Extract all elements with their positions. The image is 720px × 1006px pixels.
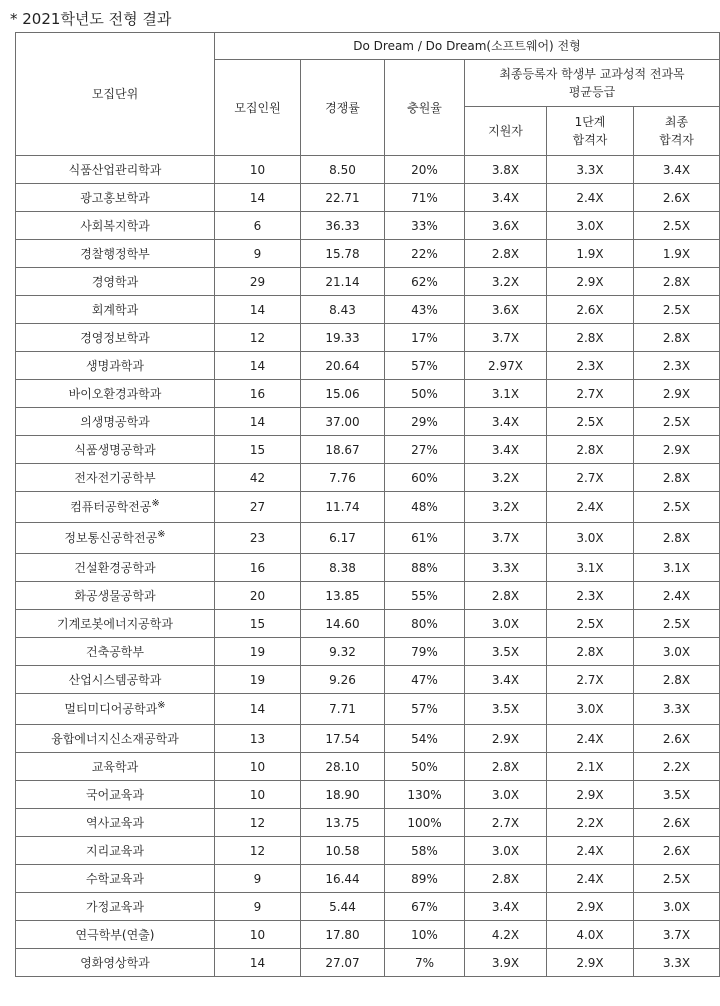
cell-applicant: 2.8X bbox=[465, 240, 547, 268]
header-fill: 충원율 bbox=[385, 60, 465, 156]
cell-final: 2.9X bbox=[634, 436, 720, 464]
cell-quota: 20 bbox=[215, 582, 301, 610]
cell-unit bbox=[16, 921, 215, 949]
cell-fill: 29% bbox=[385, 408, 465, 436]
cell-ratio: 20.64 bbox=[301, 352, 385, 380]
cell-quota: 15 bbox=[215, 610, 301, 638]
cell-final: 2.6X bbox=[634, 725, 720, 753]
cell-stage1: 3.3X bbox=[547, 156, 634, 184]
cell-stage1: 2.4X bbox=[547, 865, 634, 893]
cell-fill: 71% bbox=[385, 184, 465, 212]
cell-applicant: 3.8X bbox=[465, 156, 547, 184]
table-row bbox=[16, 380, 720, 408]
cell-quota: 14 bbox=[215, 949, 301, 977]
cell-unit bbox=[16, 837, 215, 865]
cell-unit bbox=[16, 725, 215, 753]
cell-stage1: 2.1X bbox=[547, 753, 634, 781]
table-row bbox=[16, 781, 720, 809]
cell-quota: 16 bbox=[215, 554, 301, 582]
cell-fill: 20% bbox=[385, 156, 465, 184]
unit-name: 건설환경공학과 bbox=[74, 560, 156, 575]
cell-unit bbox=[16, 268, 215, 296]
table-row bbox=[16, 809, 720, 837]
table-row bbox=[16, 949, 720, 977]
header-unit: 모집단위 bbox=[16, 33, 215, 156]
cell-unit bbox=[16, 352, 215, 380]
cell-unit bbox=[16, 184, 215, 212]
cell-ratio: 9.32 bbox=[301, 638, 385, 666]
cell-applicant: 3.0X bbox=[465, 837, 547, 865]
cell-fill: 17% bbox=[385, 324, 465, 352]
header-grade-group bbox=[465, 60, 720, 107]
cell-quota: 42 bbox=[215, 464, 301, 492]
cell-final: 3.4X bbox=[634, 156, 720, 184]
note-mark: ※ bbox=[151, 498, 160, 509]
cell-fill: 50% bbox=[385, 380, 465, 408]
cell-ratio: 13.85 bbox=[301, 582, 385, 610]
cell-quota: 16 bbox=[215, 380, 301, 408]
header-final bbox=[634, 107, 720, 156]
unit-name: 지리교육과 bbox=[86, 843, 144, 858]
cell-applicant: 4.2X bbox=[465, 921, 547, 949]
table-row bbox=[16, 554, 720, 582]
table-row bbox=[16, 296, 720, 324]
note-mark: ※ bbox=[157, 700, 166, 711]
cell-ratio: 15.06 bbox=[301, 380, 385, 408]
cell-applicant: 3.3X bbox=[465, 554, 547, 582]
cell-quota: 10 bbox=[215, 156, 301, 184]
unit-name: 산업시스템공학과 bbox=[68, 672, 162, 687]
cell-quota: 15 bbox=[215, 436, 301, 464]
cell-unit bbox=[16, 666, 215, 694]
cell-applicant: 3.4X bbox=[465, 893, 547, 921]
table-row bbox=[16, 268, 720, 296]
cell-fill: 22% bbox=[385, 240, 465, 268]
cell-stage1: 2.6X bbox=[547, 296, 634, 324]
cell-quota: 10 bbox=[215, 753, 301, 781]
unit-name: 컴퓨터공학전공 bbox=[70, 500, 152, 514]
cell-fill: 60% bbox=[385, 464, 465, 492]
cell-stage1: 2.9X bbox=[547, 781, 634, 809]
header-ratio: 경쟁률 bbox=[301, 60, 385, 156]
page-title: * 2021학년도 전형 결과 bbox=[10, 10, 172, 28]
cell-applicant: 3.5X bbox=[465, 638, 547, 666]
results-table bbox=[15, 32, 720, 977]
header-grade-group-line1: 최종등록자 학생부 교과성적 전과목 bbox=[499, 67, 685, 81]
cell-ratio: 27.07 bbox=[301, 949, 385, 977]
unit-name: 의생명공학과 bbox=[80, 414, 150, 429]
cell-quota: 19 bbox=[215, 666, 301, 694]
cell-stage1: 2.4X bbox=[547, 492, 634, 523]
table-row bbox=[16, 352, 720, 380]
cell-stage1: 2.4X bbox=[547, 184, 634, 212]
cell-applicant: 2.8X bbox=[465, 753, 547, 781]
cell-stage1: 2.4X bbox=[547, 837, 634, 865]
cell-stage1: 3.0X bbox=[547, 212, 634, 240]
cell-fill: 88% bbox=[385, 554, 465, 582]
table-row bbox=[16, 582, 720, 610]
cell-stage1: 2.8X bbox=[547, 436, 634, 464]
cell-applicant: 2.8X bbox=[465, 865, 547, 893]
cell-final: 3.1X bbox=[634, 554, 720, 582]
cell-unit bbox=[16, 865, 215, 893]
header-stage1-line1: 1단계 bbox=[574, 115, 606, 129]
cell-stage1: 2.7X bbox=[547, 464, 634, 492]
cell-unit bbox=[16, 156, 215, 184]
cell-final: 3.3X bbox=[634, 694, 720, 725]
unit-name: 멀티미디어공학과 bbox=[64, 702, 158, 716]
header-grade-group-line2: 평균등급 bbox=[568, 85, 616, 99]
cell-ratio: 14.60 bbox=[301, 610, 385, 638]
table-row bbox=[16, 464, 720, 492]
cell-fill: 43% bbox=[385, 296, 465, 324]
cell-quota: 14 bbox=[215, 184, 301, 212]
cell-final: 2.8X bbox=[634, 268, 720, 296]
cell-final: 2.8X bbox=[634, 666, 720, 694]
cell-final: 3.3X bbox=[634, 949, 720, 977]
cell-ratio: 16.44 bbox=[301, 865, 385, 893]
cell-applicant: 3.4X bbox=[465, 408, 547, 436]
cell-applicant: 3.9X bbox=[465, 949, 547, 977]
unit-name: 생명과학과 bbox=[86, 358, 144, 373]
unit-name: 영화영상학과 bbox=[80, 955, 150, 970]
table-body bbox=[16, 156, 720, 977]
cell-unit bbox=[16, 694, 215, 725]
cell-fill: 61% bbox=[385, 523, 465, 554]
table-row bbox=[16, 753, 720, 781]
cell-unit bbox=[16, 554, 215, 582]
cell-final: 2.9X bbox=[634, 380, 720, 408]
table-row bbox=[16, 523, 720, 554]
table-row bbox=[16, 610, 720, 638]
table-row bbox=[16, 638, 720, 666]
cell-stage1: 2.8X bbox=[547, 638, 634, 666]
unit-name: 역사교육과 bbox=[86, 815, 144, 830]
cell-ratio: 11.74 bbox=[301, 492, 385, 523]
unit-name: 경영정보학과 bbox=[80, 330, 150, 345]
cell-final: 2.2X bbox=[634, 753, 720, 781]
cell-ratio: 18.90 bbox=[301, 781, 385, 809]
unit-name: 바이오환경과학과 bbox=[68, 386, 162, 401]
cell-final: 2.5X bbox=[634, 212, 720, 240]
cell-final: 2.5X bbox=[634, 865, 720, 893]
cell-unit bbox=[16, 380, 215, 408]
cell-unit bbox=[16, 781, 215, 809]
cell-fill: 57% bbox=[385, 352, 465, 380]
table-row bbox=[16, 865, 720, 893]
cell-fill: 57% bbox=[385, 694, 465, 725]
header-final-line2: 합격자 bbox=[659, 133, 694, 147]
unit-name: 정보통신공학전공 bbox=[64, 531, 158, 545]
cell-applicant: 3.2X bbox=[465, 268, 547, 296]
cell-stage1: 2.5X bbox=[547, 610, 634, 638]
cell-final: 2.4X bbox=[634, 582, 720, 610]
cell-stage1: 2.9X bbox=[547, 268, 634, 296]
cell-stage1: 2.7X bbox=[547, 666, 634, 694]
cell-quota: 14 bbox=[215, 352, 301, 380]
cell-unit bbox=[16, 523, 215, 554]
cell-fill: 130% bbox=[385, 781, 465, 809]
cell-quota: 9 bbox=[215, 893, 301, 921]
cell-ratio: 28.10 bbox=[301, 753, 385, 781]
cell-final: 3.5X bbox=[634, 781, 720, 809]
table-row bbox=[16, 436, 720, 464]
unit-name: 식품산업관리학과 bbox=[68, 162, 162, 177]
cell-unit bbox=[16, 464, 215, 492]
cell-final: 3.0X bbox=[634, 638, 720, 666]
cell-quota: 10 bbox=[215, 921, 301, 949]
cell-quota: 13 bbox=[215, 725, 301, 753]
cell-final: 2.6X bbox=[634, 809, 720, 837]
unit-name: 경찰행정학부 bbox=[80, 246, 150, 261]
cell-quota: 9 bbox=[215, 240, 301, 268]
cell-ratio: 8.38 bbox=[301, 554, 385, 582]
cell-quota: 9 bbox=[215, 865, 301, 893]
cell-ratio: 15.78 bbox=[301, 240, 385, 268]
cell-stage1: 4.0X bbox=[547, 921, 634, 949]
header-stage1-line2: 합격자 bbox=[572, 133, 608, 147]
cell-applicant: 2.97X bbox=[465, 352, 547, 380]
cell-stage1: 2.5X bbox=[547, 408, 634, 436]
cell-ratio: 9.26 bbox=[301, 666, 385, 694]
cell-stage1: 2.7X bbox=[547, 380, 634, 408]
cell-fill: 27% bbox=[385, 436, 465, 464]
cell-unit bbox=[16, 638, 215, 666]
table-row bbox=[16, 212, 720, 240]
cell-ratio: 18.67 bbox=[301, 436, 385, 464]
cell-quota: 10 bbox=[215, 781, 301, 809]
cell-final: 2.8X bbox=[634, 523, 720, 554]
cell-fill: 100% bbox=[385, 809, 465, 837]
unit-name: 사회복지학과 bbox=[80, 218, 150, 233]
cell-final: 2.8X bbox=[634, 324, 720, 352]
cell-fill: 89% bbox=[385, 865, 465, 893]
cell-applicant: 2.8X bbox=[465, 582, 547, 610]
cell-stage1: 3.0X bbox=[547, 694, 634, 725]
cell-final: 2.3X bbox=[634, 352, 720, 380]
cell-applicant: 3.4X bbox=[465, 436, 547, 464]
cell-applicant: 3.6X bbox=[465, 296, 547, 324]
cell-fill: 33% bbox=[385, 212, 465, 240]
unit-name: 연극학부(연출) bbox=[75, 927, 155, 942]
cell-unit bbox=[16, 408, 215, 436]
cell-unit bbox=[16, 893, 215, 921]
cell-quota: 27 bbox=[215, 492, 301, 523]
cell-applicant: 3.2X bbox=[465, 464, 547, 492]
table-row bbox=[16, 240, 720, 268]
header-applicant: 지원자 bbox=[465, 107, 547, 156]
table-row bbox=[16, 666, 720, 694]
note-mark: ※ bbox=[157, 529, 166, 540]
cell-final: 3.0X bbox=[634, 893, 720, 921]
table-row bbox=[16, 324, 720, 352]
cell-applicant: 3.2X bbox=[465, 492, 547, 523]
cell-applicant: 3.0X bbox=[465, 781, 547, 809]
cell-applicant: 3.6X bbox=[465, 212, 547, 240]
cell-applicant: 3.1X bbox=[465, 380, 547, 408]
cell-final: 2.5X bbox=[634, 492, 720, 523]
unit-name: 융합에너지신소재공학과 bbox=[51, 731, 179, 746]
cell-applicant: 2.7X bbox=[465, 809, 547, 837]
cell-quota: 6 bbox=[215, 212, 301, 240]
cell-fill: 54% bbox=[385, 725, 465, 753]
cell-final: 2.6X bbox=[634, 837, 720, 865]
cell-applicant: 3.4X bbox=[465, 666, 547, 694]
cell-applicant: 3.0X bbox=[465, 610, 547, 638]
cell-applicant: 3.5X bbox=[465, 694, 547, 725]
cell-final: 2.5X bbox=[634, 408, 720, 436]
cell-unit bbox=[16, 212, 215, 240]
table-row bbox=[16, 694, 720, 725]
cell-ratio: 7.71 bbox=[301, 694, 385, 725]
cell-ratio: 10.58 bbox=[301, 837, 385, 865]
cell-fill: 79% bbox=[385, 638, 465, 666]
cell-final: 2.5X bbox=[634, 610, 720, 638]
cell-fill: 47% bbox=[385, 666, 465, 694]
cell-ratio: 37.00 bbox=[301, 408, 385, 436]
cell-ratio: 36.33 bbox=[301, 212, 385, 240]
header-group: Do Dream / Do Dream(소프트웨어) 전형 bbox=[215, 33, 720, 60]
cell-unit bbox=[16, 436, 215, 464]
cell-stage1: 1.9X bbox=[547, 240, 634, 268]
unit-name: 광고홍보학과 bbox=[80, 190, 150, 205]
cell-stage1: 2.3X bbox=[547, 352, 634, 380]
cell-stage1: 2.9X bbox=[547, 949, 634, 977]
cell-fill: 48% bbox=[385, 492, 465, 523]
unit-name: 국어교육과 bbox=[86, 787, 144, 802]
unit-name: 기계로봇에너지공학과 bbox=[57, 616, 173, 631]
unit-name: 식품생명공학과 bbox=[74, 442, 156, 457]
cell-stage1: 3.1X bbox=[547, 554, 634, 582]
cell-fill: 62% bbox=[385, 268, 465, 296]
table-row bbox=[16, 921, 720, 949]
cell-fill: 55% bbox=[385, 582, 465, 610]
cell-fill: 50% bbox=[385, 753, 465, 781]
cell-quota: 19 bbox=[215, 638, 301, 666]
cell-ratio: 5.44 bbox=[301, 893, 385, 921]
cell-unit bbox=[16, 582, 215, 610]
cell-final: 3.7X bbox=[634, 921, 720, 949]
cell-ratio: 6.17 bbox=[301, 523, 385, 554]
cell-ratio: 13.75 bbox=[301, 809, 385, 837]
cell-applicant: 3.7X bbox=[465, 324, 547, 352]
unit-name: 전자전기공학부 bbox=[74, 470, 156, 485]
cell-quota: 12 bbox=[215, 809, 301, 837]
cell-unit bbox=[16, 809, 215, 837]
table-row bbox=[16, 184, 720, 212]
cell-fill: 7% bbox=[385, 949, 465, 977]
unit-name: 가정교육과 bbox=[86, 899, 144, 914]
table-row bbox=[16, 725, 720, 753]
table-row bbox=[16, 408, 720, 436]
cell-ratio: 19.33 bbox=[301, 324, 385, 352]
cell-quota: 12 bbox=[215, 324, 301, 352]
cell-unit bbox=[16, 753, 215, 781]
cell-quota: 14 bbox=[215, 694, 301, 725]
cell-unit bbox=[16, 240, 215, 268]
cell-ratio: 21.14 bbox=[301, 268, 385, 296]
unit-name: 교육학과 bbox=[91, 759, 139, 774]
cell-final: 2.5X bbox=[634, 296, 720, 324]
cell-unit bbox=[16, 949, 215, 977]
table-row bbox=[16, 837, 720, 865]
table-row bbox=[16, 492, 720, 523]
cell-applicant: 2.9X bbox=[465, 725, 547, 753]
unit-name: 건축공학부 bbox=[86, 644, 144, 659]
cell-stage1: 2.9X bbox=[547, 893, 634, 921]
cell-ratio: 7.76 bbox=[301, 464, 385, 492]
cell-stage1: 2.3X bbox=[547, 582, 634, 610]
cell-unit bbox=[16, 492, 215, 523]
cell-quota: 14 bbox=[215, 408, 301, 436]
cell-ratio: 8.43 bbox=[301, 296, 385, 324]
cell-unit bbox=[16, 296, 215, 324]
cell-quota: 12 bbox=[215, 837, 301, 865]
cell-final: 2.6X bbox=[634, 184, 720, 212]
cell-applicant: 3.7X bbox=[465, 523, 547, 554]
cell-ratio: 22.71 bbox=[301, 184, 385, 212]
cell-fill: 58% bbox=[385, 837, 465, 865]
cell-unit bbox=[16, 324, 215, 352]
cell-stage1: 2.8X bbox=[547, 324, 634, 352]
header-quota: 모집인원 bbox=[215, 60, 301, 156]
cell-stage1: 2.2X bbox=[547, 809, 634, 837]
cell-final: 1.9X bbox=[634, 240, 720, 268]
unit-name: 회계학과 bbox=[91, 302, 139, 317]
cell-fill: 67% bbox=[385, 893, 465, 921]
cell-fill: 10% bbox=[385, 921, 465, 949]
header-final-line1: 최종 bbox=[664, 115, 689, 129]
cell-stage1: 3.0X bbox=[547, 523, 634, 554]
cell-final: 2.8X bbox=[634, 464, 720, 492]
cell-fill: 80% bbox=[385, 610, 465, 638]
cell-unit bbox=[16, 610, 215, 638]
unit-name: 화공생물공학과 bbox=[74, 588, 156, 603]
cell-ratio: 17.54 bbox=[301, 725, 385, 753]
cell-stage1: 2.4X bbox=[547, 725, 634, 753]
header-stage1 bbox=[547, 107, 634, 156]
cell-quota: 29 bbox=[215, 268, 301, 296]
unit-name: 수학교육과 bbox=[86, 871, 144, 886]
cell-quota: 14 bbox=[215, 296, 301, 324]
unit-name: 경영학과 bbox=[91, 274, 139, 289]
table-row bbox=[16, 893, 720, 921]
cell-ratio: 8.50 bbox=[301, 156, 385, 184]
cell-quota: 23 bbox=[215, 523, 301, 554]
cell-ratio: 17.80 bbox=[301, 921, 385, 949]
table-row bbox=[16, 156, 720, 184]
cell-applicant: 3.4X bbox=[465, 184, 547, 212]
